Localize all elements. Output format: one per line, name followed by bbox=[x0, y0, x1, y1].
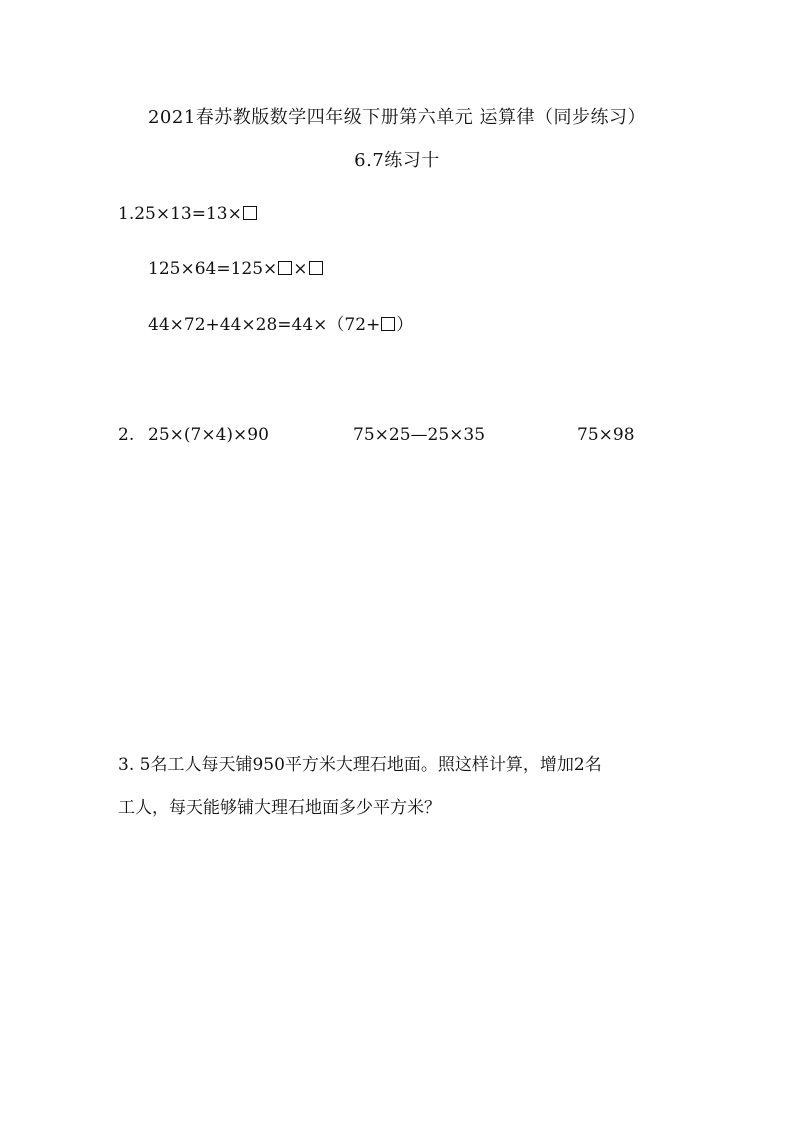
answer-box bbox=[381, 317, 395, 331]
question-3-line-1: 3. 5名工人每天铺950平方米大理石地面。照这样计算，增加2名 bbox=[118, 755, 602, 775]
q1-line2-text-2: × bbox=[293, 259, 308, 279]
question-3-line-2: 工人，每天能够铺大理石地面多少平方米？ bbox=[118, 798, 441, 818]
question-2-expression-3: 75×98 bbox=[577, 425, 635, 445]
q1-line2-text-1: 125×64=125× bbox=[148, 259, 278, 279]
question-1-line-2 bbox=[148, 258, 324, 280]
q1-line3-text-2: ） bbox=[396, 315, 414, 335]
question-2-expression-1: 25×(7×4)×90 bbox=[148, 425, 269, 445]
question-2-number: 2. bbox=[118, 425, 135, 445]
answer-box bbox=[278, 261, 292, 275]
question-1-line-3 bbox=[148, 314, 413, 336]
worksheet-title: 2021春苏教版数学四年级下册第六单元 运算律（同步练习） bbox=[147, 107, 647, 128]
q1-line3-text-1: 44×72+44×28=44×（72+ bbox=[148, 315, 381, 335]
lesson-subtitle: 6.7练习十 bbox=[354, 150, 440, 171]
question-1-line-1 bbox=[118, 203, 258, 225]
answer-box bbox=[243, 206, 257, 220]
answer-box bbox=[309, 261, 323, 275]
question-2-expression-2: 75×25—25×35 bbox=[353, 425, 486, 445]
q1-line1-text: 1.25×13=13× bbox=[118, 204, 242, 224]
